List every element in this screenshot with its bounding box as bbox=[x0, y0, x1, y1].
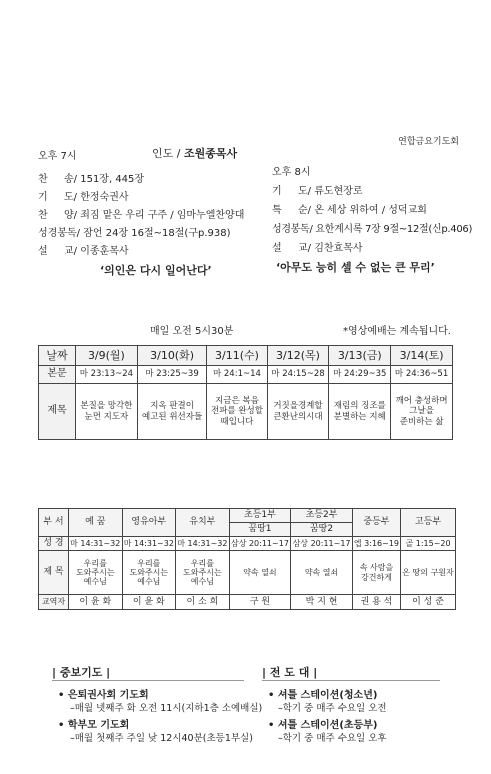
title-cell: 거짓을경계할 큰환난의시대 bbox=[267, 384, 329, 440]
dept-title: 온 땅의 구원자 bbox=[401, 551, 456, 595]
title-cell: 지옥 판결이 예고된 위선자들 bbox=[137, 384, 207, 440]
dept-name: 예 꿈 bbox=[69, 509, 123, 537]
left-leader-name: 조원종목사 bbox=[183, 147, 238, 160]
dept-table bbox=[38, 508, 456, 610]
evangelism-item-desc: –학기 중 매주 수요일 오전 bbox=[278, 703, 387, 714]
dept-verse: 엡 3:16~19 bbox=[352, 537, 400, 551]
row-label-verse: 성 경 bbox=[39, 537, 69, 551]
verse-cell: 마 24:15~28 bbox=[267, 366, 329, 384]
date-cell: 3/10(화) bbox=[137, 346, 207, 366]
daily-note: *영상예배는 계속됩니다. bbox=[343, 326, 451, 337]
evangelism-heading: | 전 도 대 | bbox=[262, 666, 318, 679]
evangelism-divider bbox=[262, 680, 440, 681]
left-row-prayer: 기 도/ 한정숙권사 bbox=[38, 192, 129, 203]
left-sermon-title: ‘의인은 다시 일어난다’ bbox=[100, 264, 212, 277]
daily-table bbox=[38, 345, 453, 440]
row-label-pastor: 교역자 bbox=[39, 595, 69, 610]
prayer-divider bbox=[52, 680, 244, 681]
dept-pastor: 구 원 bbox=[229, 595, 291, 610]
dept-verse: 삼상 20:11~17 bbox=[291, 537, 353, 551]
dept-pastor: 이 윤 화 bbox=[69, 595, 123, 610]
right-sermon-title: ‘아무도 능히 셀 수 없는 큰 무리’ bbox=[276, 261, 435, 274]
dept-title: 약속 열쇠 bbox=[291, 551, 353, 595]
dept-name: 영유아부 bbox=[122, 509, 176, 537]
dept-pastor: 권 용 석 bbox=[352, 595, 400, 610]
prayer-item-title: • 학부모 기도회 bbox=[58, 720, 130, 731]
dept-name: 초등2부 bbox=[291, 509, 353, 523]
evangelism-item-title: • 셔틀 스테이션(초등부) bbox=[268, 720, 378, 731]
dept-verse: 마 14:31~32 bbox=[69, 537, 123, 551]
dept-pastor: 박 지 현 bbox=[291, 595, 353, 610]
left-leader bbox=[152, 145, 237, 161]
dept-pastor: 이 소 희 bbox=[176, 595, 230, 610]
left-row-choir: 찬 양/ 죄짐 맡은 우리 구주 / 임마누엘찬양대 bbox=[38, 210, 245, 221]
daily-time: 매일 오전 5시30분 bbox=[150, 326, 234, 337]
dept-name: 유치부 bbox=[176, 509, 230, 537]
dept-title: 우리를 도와주시는 예수님 bbox=[69, 551, 123, 595]
right-service-time: 오후 8시 bbox=[272, 167, 311, 178]
verse-cell: 마 23:25~39 bbox=[137, 366, 207, 384]
verse-cell: 마 24:1~14 bbox=[207, 366, 267, 384]
date-cell: 3/14(토) bbox=[391, 346, 453, 366]
dept-verse: 마 14:31~32 bbox=[176, 537, 230, 551]
title-cell: 재림의 징조를 분별하는 지혜 bbox=[329, 384, 391, 440]
left-leader-label: 인도 / bbox=[152, 147, 181, 160]
row-label-date: 날짜 bbox=[39, 346, 76, 366]
date-cell: 3/12(목) bbox=[267, 346, 329, 366]
title-cell: 깨어 충성하며 그날을 준비하는 삶 bbox=[391, 384, 453, 440]
dept-verse: 삼상 20:11~17 bbox=[229, 537, 291, 551]
org-label: 연합금요기도회 bbox=[398, 137, 459, 147]
dept-title: 우리를 도와주시는 예수님 bbox=[176, 551, 230, 595]
evangelism-item-title: • 셔틀 스테이션(청소년) bbox=[268, 690, 378, 701]
verse-cell: 마 24:29~35 bbox=[329, 366, 391, 384]
prayer-item-title: • 은퇴권사회 기도회 bbox=[58, 690, 149, 701]
left-row-hymn: 찬 송/ 151장, 445장 bbox=[38, 174, 145, 185]
date-cell: 3/9(월) bbox=[76, 346, 138, 366]
dept-pastor: 이 성 준 bbox=[401, 595, 456, 610]
row-label-verse: 본문 bbox=[39, 366, 76, 384]
dept-subname: 꿈땅1 bbox=[229, 523, 291, 537]
row-label-title: 제 목 bbox=[39, 551, 69, 595]
prayer-item-desc: –매월 첫째주 주일 낮 12시40분(초등1부실) bbox=[70, 733, 253, 744]
row-label-dept: 부 서 bbox=[39, 509, 69, 537]
left-row-sermon: 설 교/ 이종훈목사 bbox=[38, 246, 129, 257]
dept-title: 우리를 도와주시는 예수님 bbox=[122, 551, 176, 595]
dept-name: 초등1부 bbox=[229, 509, 291, 523]
left-row-reading: 성경봉독/ 잠언 24장 16절~18절(구p.938) bbox=[38, 228, 231, 239]
evangelism-item-desc: –학기 중 매주 수요일 오후 bbox=[278, 733, 387, 744]
dept-subname: 꿈땅2 bbox=[291, 523, 353, 537]
dept-title: 약속 열쇠 bbox=[229, 551, 291, 595]
dept-name: 중등부 bbox=[352, 509, 400, 537]
dept-title: 속 사람을 강건하게 bbox=[352, 551, 400, 595]
right-row-special: 특 순/ 온 세상 위하여 / 성덕교회 bbox=[272, 205, 427, 216]
right-row-sermon: 설 교/ 김찬효목사 bbox=[272, 243, 363, 254]
left-service-time: 오후 7시 bbox=[38, 151, 77, 162]
right-row-prayer: 기 도/ 류도현장로 bbox=[272, 186, 363, 197]
verse-cell: 마 24:36~51 bbox=[391, 366, 453, 384]
row-label-title: 제목 bbox=[39, 384, 76, 440]
right-row-reading: 성경봉독/ 요한계시록 7장 9절~12절(신p.406) bbox=[272, 224, 473, 235]
title-cell: 지금은 복음 전파를 완성할 때입니다 bbox=[207, 384, 267, 440]
dept-pastor: 이 윤 화 bbox=[122, 595, 176, 610]
dept-name: 고등부 bbox=[401, 509, 456, 537]
dept-verse: 마 14:31~32 bbox=[122, 537, 176, 551]
verse-cell: 마 23:13~24 bbox=[76, 366, 138, 384]
prayer-heading: | 중보기도 | bbox=[52, 666, 111, 679]
dept-verse: 골 1:15~20 bbox=[401, 537, 456, 551]
prayer-item-desc: –매월 넷째주 화 오전 11시(지하1층 소예배실) bbox=[70, 703, 263, 714]
date-cell: 3/11(수) bbox=[207, 346, 267, 366]
date-cell: 3/13(금) bbox=[329, 346, 391, 366]
title-cell: 본질을 망각한 눈먼 지도자 bbox=[76, 384, 138, 440]
